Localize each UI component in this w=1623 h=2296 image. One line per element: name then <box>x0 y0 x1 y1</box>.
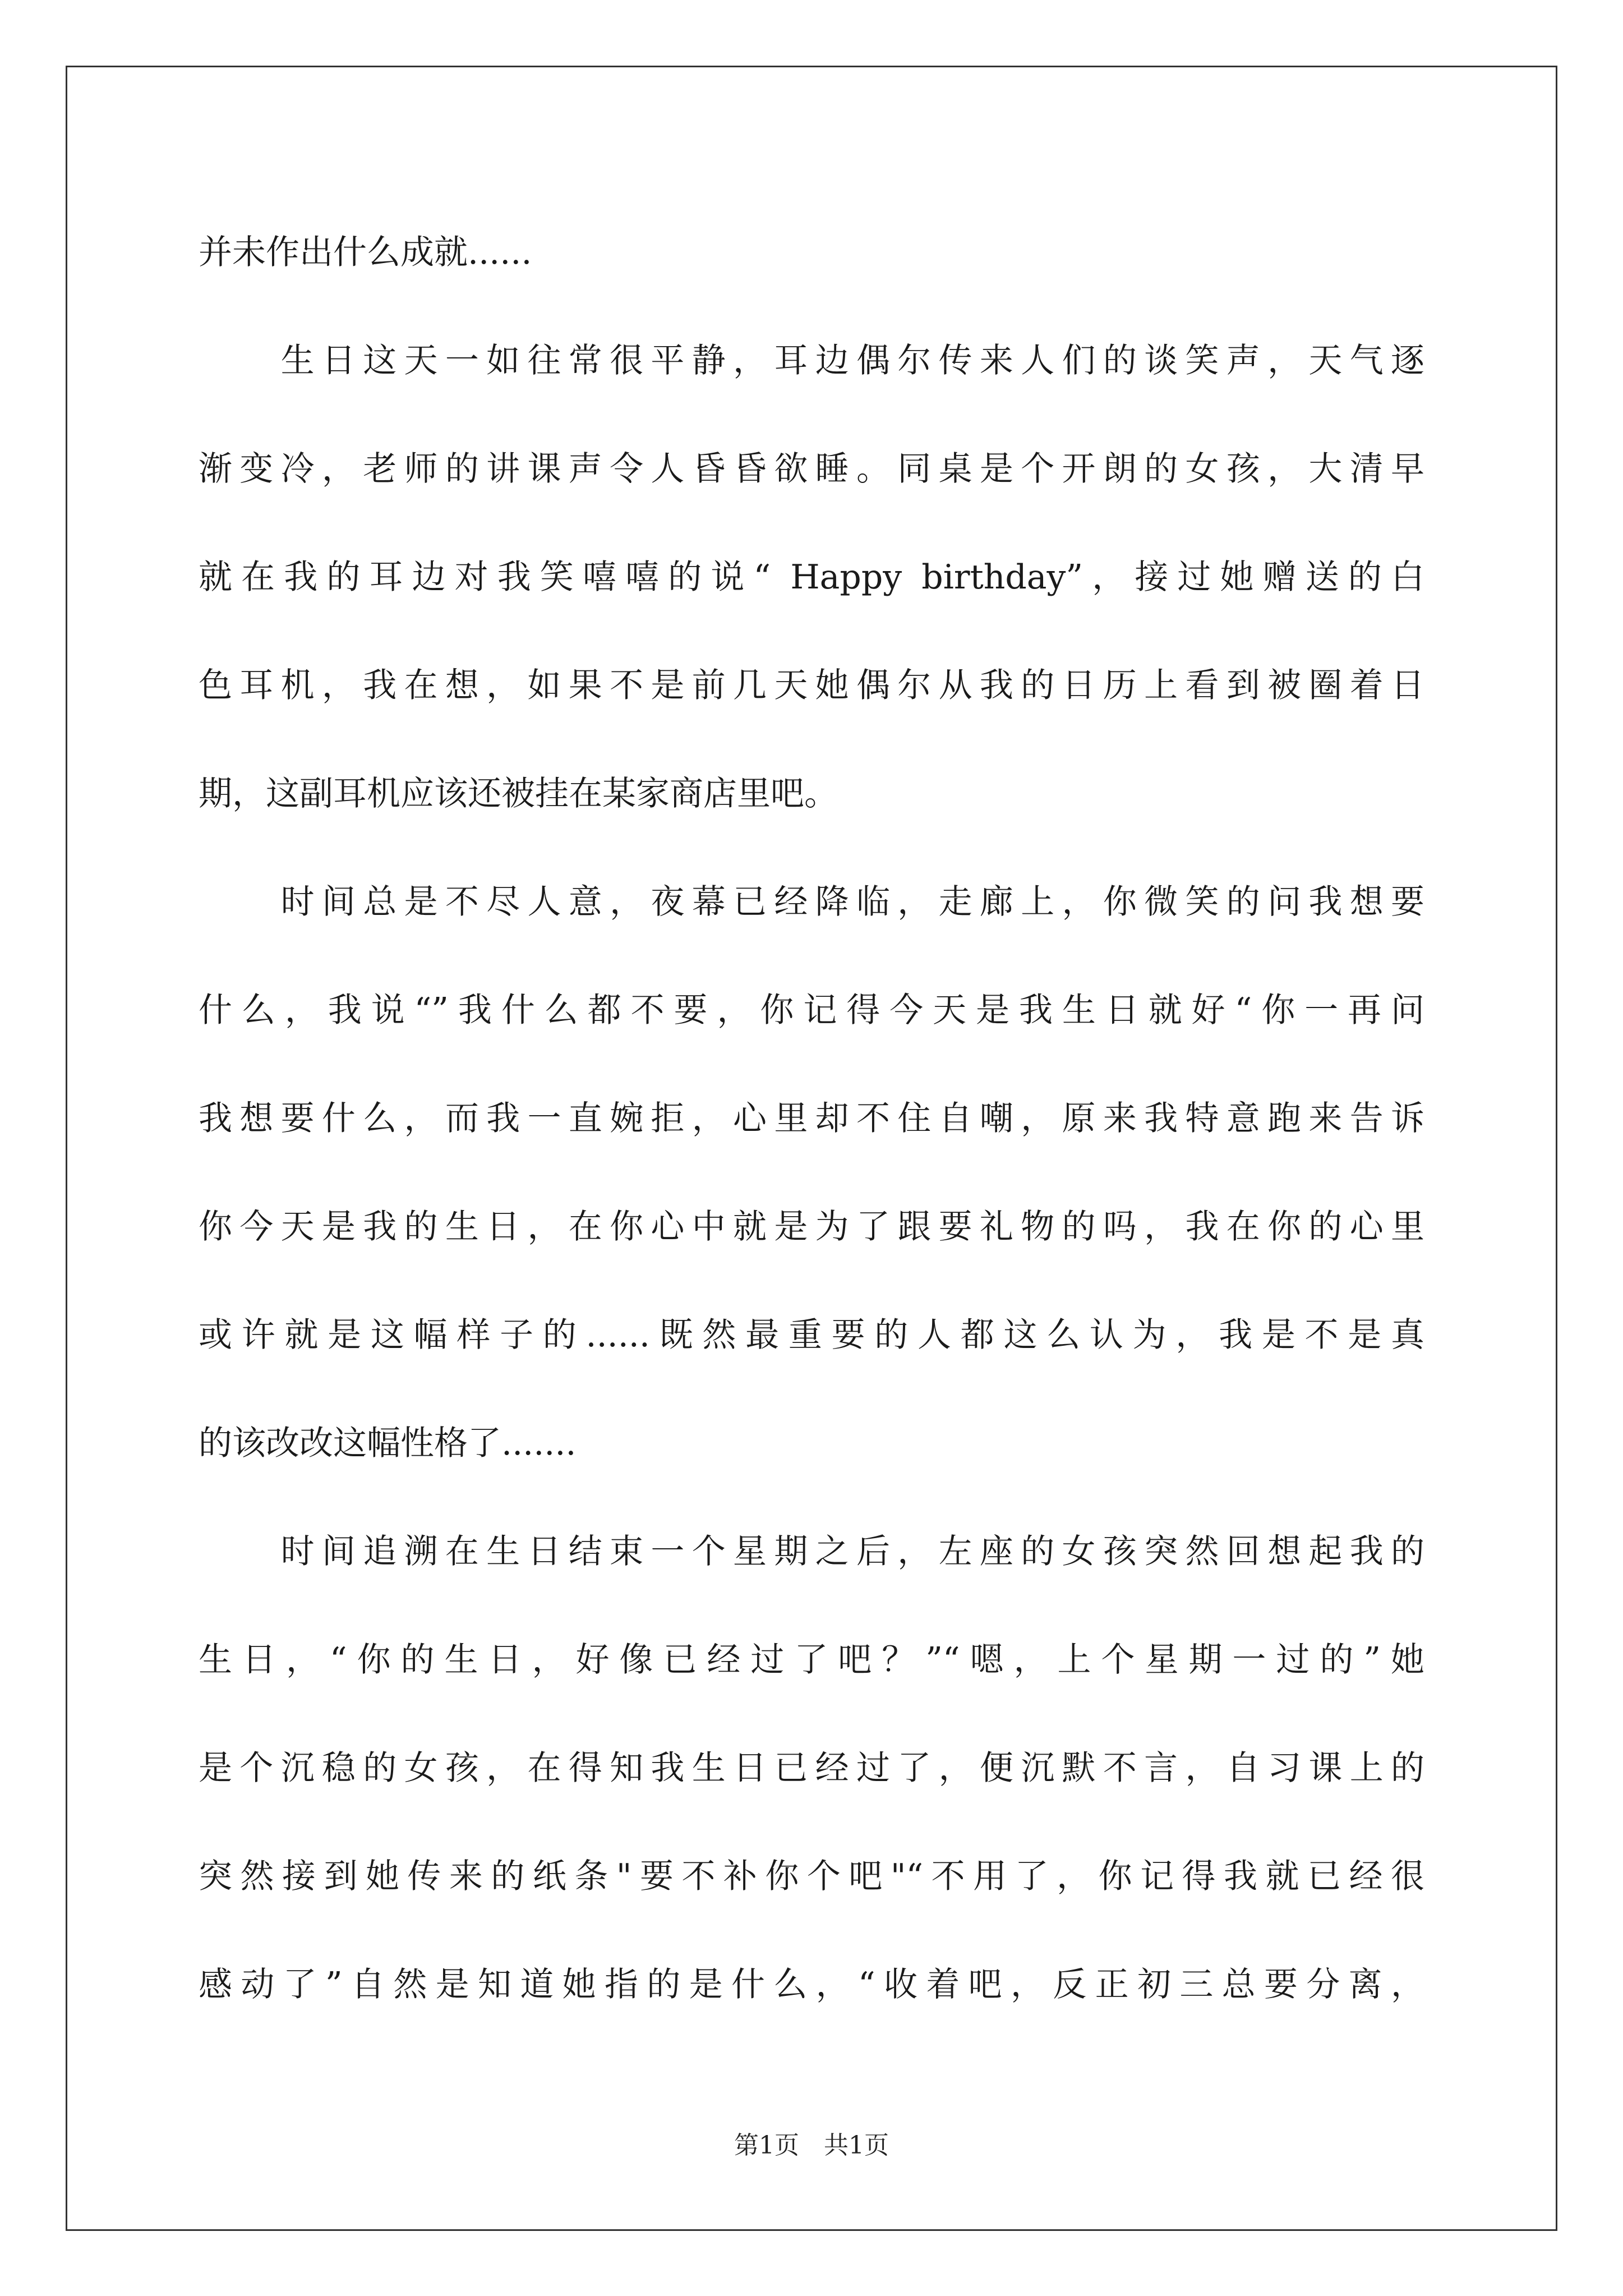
text-line: 或许就是这幅样子的......既然最重要的人都这么认为，我是不是真 <box>199 1315 1424 1355</box>
text-line: 色耳机，我在想，如果不是前几天她偶尔从我的日历上看到被圈着日 <box>199 666 1424 705</box>
text-line: 期，这副耳机应该还被挂在某家商店里吧。 <box>199 774 838 813</box>
text-line: 什么，我说“”我什么都不要，你记得今天是我生日就好“你一再问 <box>199 991 1424 1030</box>
text-line: 感动了”自然是知道她指的是什么，“收着吧，反正初三总要分离， <box>199 1965 1424 2004</box>
text-line: 时间总是不尽人意，夜幕已经降临，走廊上，你微笑的问我想要 <box>199 882 1424 922</box>
text-line: 时间追溯在生日结束一个星期之后，左座的女孩突然回想起我的 <box>199 1532 1424 1571</box>
document-body <box>199 214 1424 2055</box>
text-line: 突然接到她传来的纸条"要不补你个吧"“不用了，你记得我就已经很 <box>199 1857 1424 1896</box>
text-line: 生日，“你的生日，好像已经过了吧？”“嗯，上个星期一过的”她 <box>199 1640 1424 1680</box>
page-footer: 第1页 共1页 <box>734 2131 889 2160</box>
text-line: 并未作出什么成就...... <box>199 233 532 272</box>
text-line: 渐变冷，老师的讲课声令人昏昏欲睡。同桌是个开朗的女孩，大清早 <box>199 449 1424 489</box>
text-line: 的该改改这幅性格了....... <box>199 1424 577 1463</box>
text-line: 就在我的耳边对我笑嘻嘻的说“ Happy birthday”，接过她赠送的白 <box>199 558 1424 597</box>
text-line: 是个沉稳的女孩，在得知我生日已经过了，便沉默不言，自习课上的 <box>199 1749 1424 1788</box>
text-line: 生日这天一如往常很平静，耳边偶尔传来人们的谈笑声，天气逐 <box>199 341 1424 380</box>
text-line: 你今天是我的生日，在你心中就是为了跟要礼物的吗，我在你的心里 <box>199 1207 1424 1246</box>
text-line: 我想要什么，而我一直婉拒，心里却不住自嘲，原来我特意跑来告诉 <box>199 1099 1424 1138</box>
